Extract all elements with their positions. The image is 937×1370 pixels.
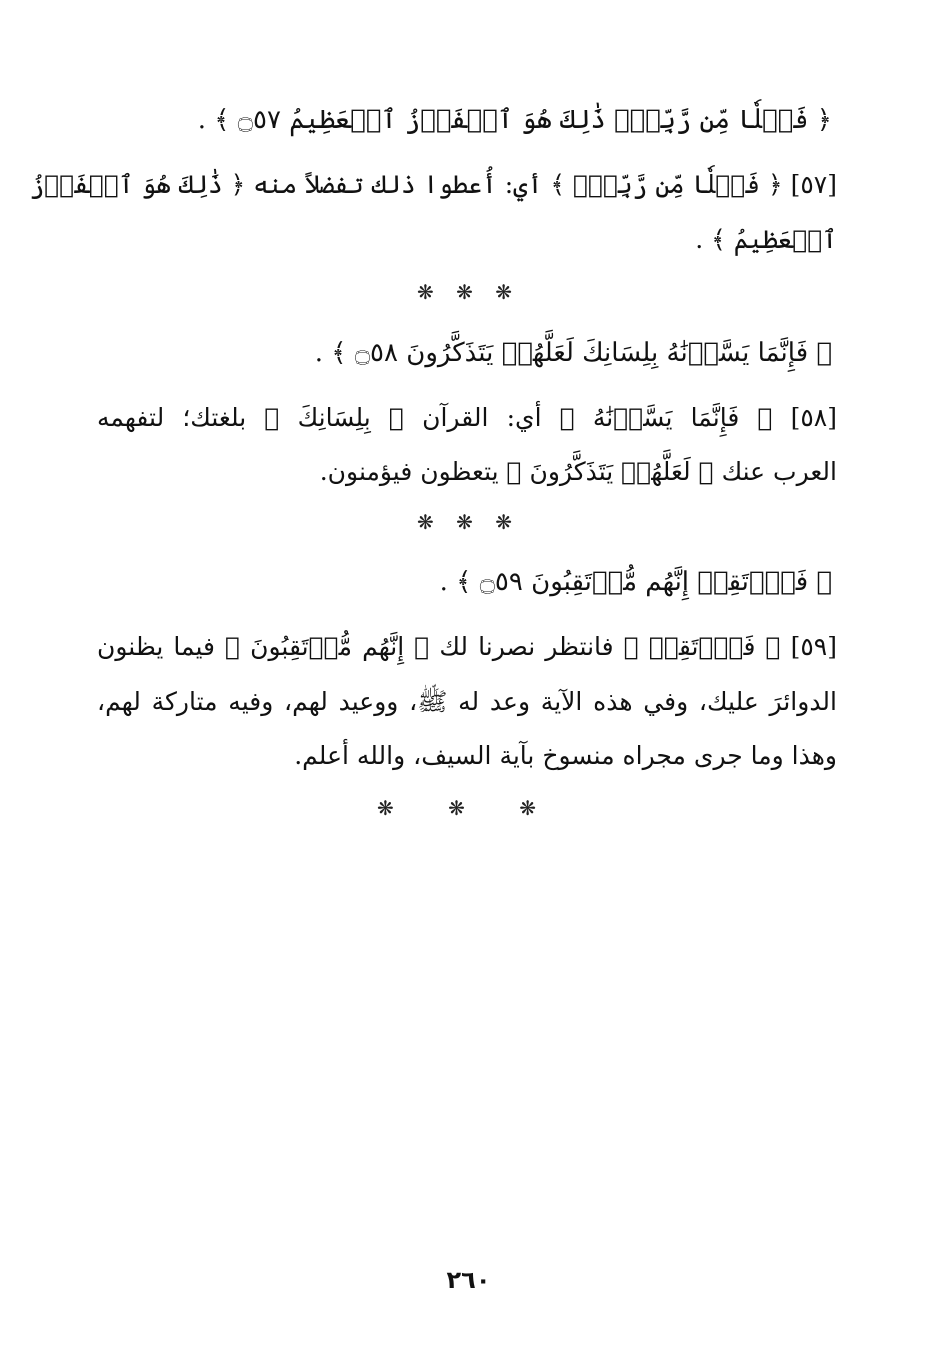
section-separator-3: ❋ ❋ ❋ — [377, 796, 560, 820]
commentary-59-line-1: [٥٩] ﴿ فَٱرۡتَقِبۡ ﴾ فانتظر نصرنا لك ﴿ إِنَّهُم مُّرۡتَقِبُونَ ﴾ فيما يظنون — [97, 632, 837, 661]
page-number: ٢٦٠ — [446, 1266, 491, 1294]
verse-57: ﴿ فَضۡلٗا مِّن رَّبِّكَۚ ذَٰلِكَ هُوَ ٱلۡفَوۡزُ ٱلۡعَظِيمُ ۝٥٧ ﴾ . — [197, 105, 832, 135]
verse-58: ﴿ فَإِنَّمَا يَسَّرۡنَٰهُ بِلِسَانِكَ لَعَلَّهُمۡ يَتَذَكَّرُونَ ۝٥٨ ﴾ . — [314, 338, 832, 368]
commentary-58-line-1: [٥٨] ﴿ فَإِنَّمَا يَسَّرۡنَٰهُ ﴾ أي: القرآن ﴿ بِلِسَانِكَ ﴾ بلغتك؛ لتفهمه — [97, 403, 837, 432]
commentary-57-line-2: ٱلۡعَظِيمُ ﴾ . — [695, 225, 837, 254]
commentary-58-line-2: العرب عنك ﴿ لَعَلَّهُمۡ يَتَذَكَّرُونَ ﴾ يتعظون فيؤمنون. — [319, 457, 837, 486]
section-separator-1: ❋ ❋ ❋ — [417, 280, 520, 304]
section-separator-2: ❋ ❋ ❋ — [417, 510, 520, 534]
commentary-57-line-1: [٥٧] ﴿ فَضۡلٗا مِّن رَّبِّكَۚ ﴾ أي: أُعطوا ذلك تفضلاً منه ﴿ ذَٰلِكَ هُوَ ٱلۡفَوۡزُ — [29, 170, 837, 199]
commentary-59-line-3: وهذا وما جرى مجراه منسوخ بآية السيف، والله أعلم. — [294, 741, 837, 770]
commentary-59-line-2: الدوائرَ عليك، وفي هذه الآية وعد له ﷺ، ووعيد لهم، وفيه متاركة لهم، — [97, 687, 837, 716]
verse-59: ﴿ فَٱرۡتَقِبۡ إِنَّهُم مُّرۡتَقِبُونَ ۝٥٩ ﴾ . — [439, 567, 832, 597]
